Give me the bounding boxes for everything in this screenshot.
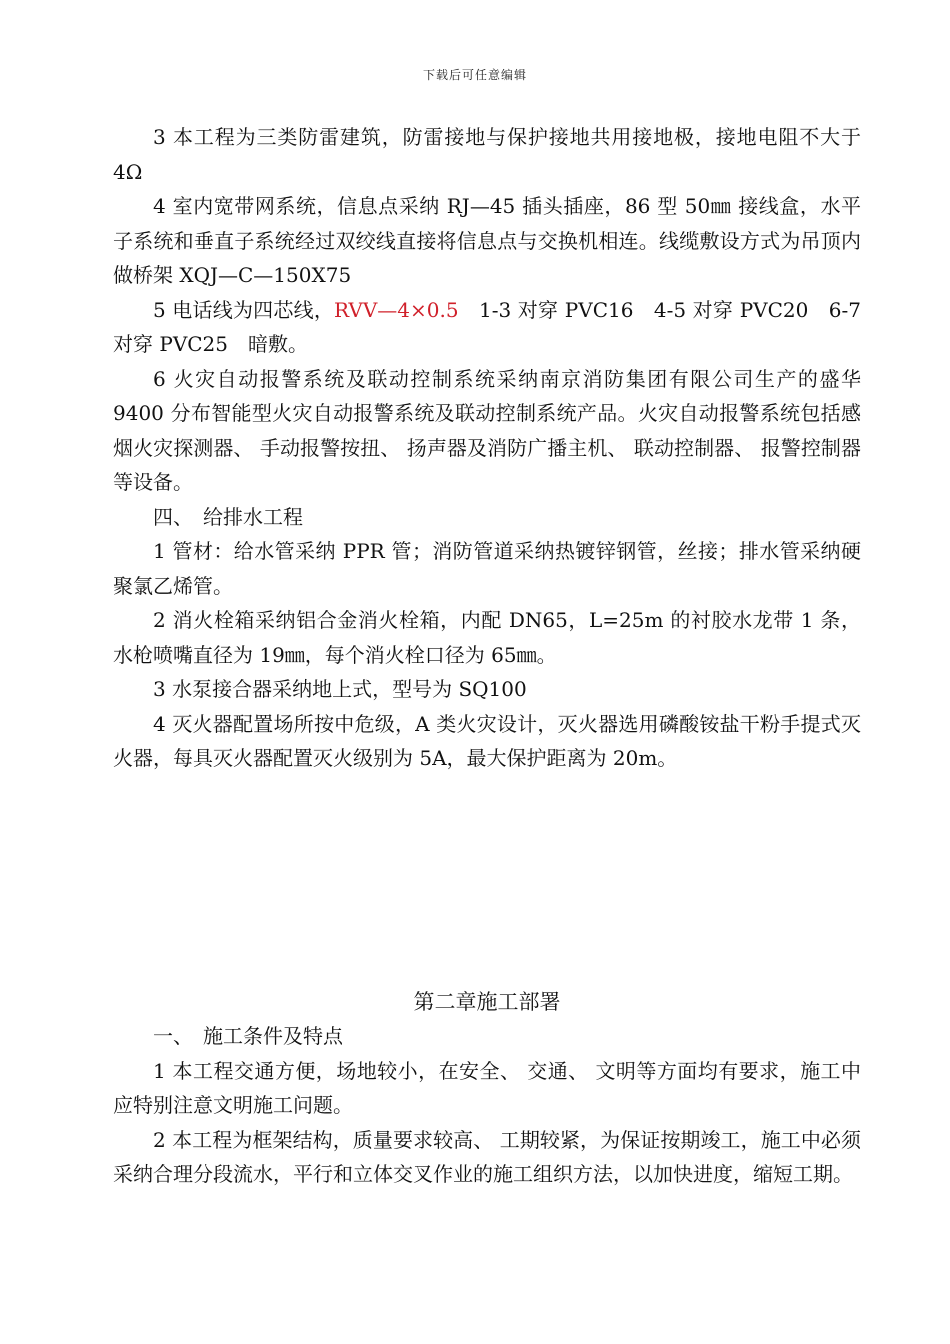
chapter-title: 第二章施工部署 <box>413 989 561 1014</box>
document-body <box>113 120 861 1192</box>
paragraph-hydrant-box: 2 消火栓箱采纳铝合金消火栓箱，内配 DN65，L=25m 的衬胶水龙带 1 条，水枪喷嘴直径为 19㎜，每个消火栓口径为 65㎜。 <box>113 608 861 667</box>
paragraph-fire-alarm: 6 火灾自动报警系统及联动控制系统采纳南京消防集团有限公司生产的盛华 9400 分布智能型火灾自动报警系统及联动控制系统产品。火灾自动报警系统包括感烟火灾探测器、 手动报警按扭、 扬声器及消防广播主机、 联动控制器、 报警控制器等设备。 <box>113 366 861 494</box>
paragraph-pump-connector: 3 水泵接合器采纳地上式，型号为 SQ100 <box>153 677 527 701</box>
paragraph-pipe-materials: 1 管材：给水管采纳 PPR 管；消防管道采纳热镀锌钢管，丝接；排水管采纳硬聚氯乙烯管。 <box>113 539 861 598</box>
page-header: 下载后可任意编辑 <box>422 68 527 82</box>
paragraph-site-conditions: 1 本工程交通方便，场地较小，在安全、 交通、 文明等方面均有要求，施工中应特别注意文明施工问题。 <box>113 1058 861 1117</box>
paragraph-telephone-lines <box>113 293 861 362</box>
paragraph-lightning-protection: 3 本工程为三类防雷建筑，防雷接地与保护接地共用接地极，接地电阻不大于 4Ω <box>113 125 861 184</box>
paragraph-broadband-network: 4 室内宽带网系统，信息点采纳 RJ—45 插头插座，86 型 50㎜ 接线盒，水平子系统和垂直子系统经过双绞线直接将信息点与交换机相连。线缆敷设方式为吊顶内做桥架 XQJ—C—150X75 <box>113 194 861 287</box>
page-gap <box>113 776 861 985</box>
section-heading-plumbing: 四、 给排水工程 <box>153 504 303 529</box>
telephone-lines-text: 5 电话线为四芯线， <box>153 297 335 322</box>
paragraph-fire-extinguisher: 4 灭火器配置场所按中危级，A 类火灾设计，灭火器选用磷酸铵盐干粉手提式灭火器，每具灭火器配置灭火级别为 5A，最大保护距离为 20m。 <box>113 711 861 770</box>
paragraph-structure-schedule: 2 本工程为框架结构，质量要求较高、 工期较紧，为保证按期竣工，施工中必须采纳合理分段流水，平行和立体交叉作业的施工组织方法，以加快进度，缩短工期。 <box>113 1127 861 1186</box>
cable-spec-highlight: RVV—4×0.5 <box>334 297 459 322</box>
telephone-lines-pipes: 1-3 对穿 PVC16 4-5 对穿 PVC20 6-7 对穿 PVC25 暗敷。 <box>113 297 861 356</box>
section-heading-conditions: 一、 施工条件及特点 <box>153 1024 343 1048</box>
